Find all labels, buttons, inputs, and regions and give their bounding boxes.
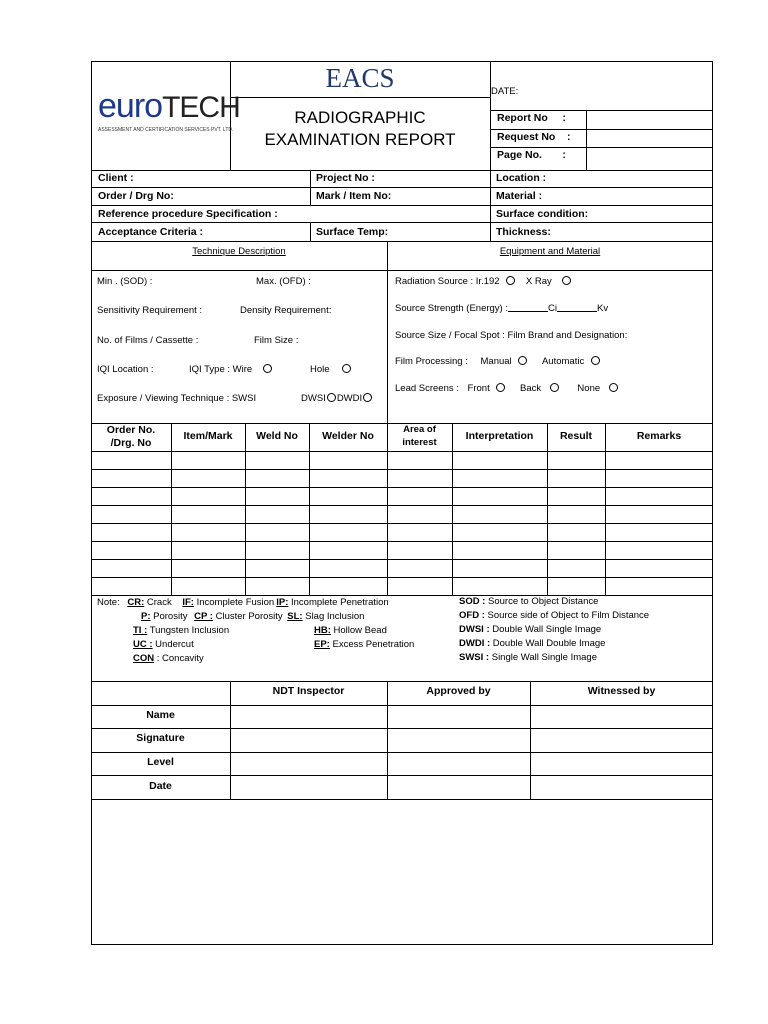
col-remarks: Remarks: [636, 430, 682, 442]
desc-sl: Slag Inclusion: [302, 611, 365, 622]
code-ti: TI :: [133, 625, 148, 636]
note-line-5: [133, 653, 204, 665]
exposure-options: [301, 393, 373, 405]
ir192-radio[interactable]: [506, 276, 515, 285]
note-swsi: [459, 652, 597, 664]
kv-blank[interactable]: [557, 311, 597, 312]
technique-heading-line: [91, 270, 713, 271]
ci-label: Ci: [548, 303, 557, 314]
header-right-line-3: [490, 147, 713, 148]
results-header-line: [91, 451, 713, 452]
project-no-label: Project No :: [316, 172, 375, 184]
note-ofd: [459, 610, 649, 622]
code-p: P:: [141, 611, 151, 622]
col-interpretation: Interpretation: [465, 430, 534, 442]
header-divider-right: [490, 61, 491, 170]
header-title-divider: [230, 97, 490, 98]
note-line-3: [133, 625, 229, 637]
code-swsi: SWSI :: [459, 652, 490, 663]
exposure-technique-label: Exposure / Viewing Technique : SWSI: [97, 393, 257, 404]
note-dwsi: [459, 624, 601, 636]
iqi-wire-radio[interactable]: [263, 364, 272, 373]
results-col-divider: [605, 423, 606, 595]
code-dwsi: DWSI :: [459, 624, 490, 635]
signoff-col-divider: [530, 681, 531, 799]
desc-dwdi: Double Wall Double Image: [490, 638, 606, 649]
note-line-4b: [314, 639, 414, 651]
ref-procedure-label: Reference procedure Specification :: [98, 208, 278, 220]
desc-con: : Concavity: [154, 653, 204, 664]
info-col-divider-right: [490, 170, 491, 241]
form-frame: [91, 61, 713, 945]
iqi-type-option: [189, 364, 274, 376]
acceptance-criteria-label: Acceptance Criteria :: [98, 226, 204, 238]
header-right-value-divider: [586, 110, 587, 170]
results-col-divider: [245, 423, 246, 595]
notes-bottom-line: [91, 681, 713, 682]
desc-if: Incomplete Fusion: [193, 597, 275, 608]
xray-radio[interactable]: [562, 276, 571, 285]
lead-screens-label: Lead Screens :: [395, 383, 459, 394]
info-line-4: [91, 241, 713, 242]
desc-hb: Hollow Bead: [330, 625, 387, 636]
ci-blank[interactable]: [508, 311, 548, 312]
info-col-divider-top: [310, 170, 311, 205]
results-row-line: [91, 487, 713, 488]
signoff-bottom-line: [91, 799, 713, 800]
film-processing-row: [395, 356, 602, 368]
info-line-1: [91, 187, 713, 188]
none-label: None: [577, 383, 601, 394]
level-row-label: Level: [147, 756, 174, 768]
signoff-line: [91, 752, 713, 753]
desc-dwsi: Double Wall Single Image: [489, 624, 602, 635]
note-sod: [459, 596, 598, 608]
iqi-type-wire-label: IQI Type : Wire: [189, 364, 253, 375]
note-line-4: [133, 639, 194, 651]
info-line-2: [91, 205, 713, 206]
technique-equipment-divider: [387, 241, 388, 423]
code-dwdi: DWDI :: [459, 638, 491, 649]
code-ep: EP:: [314, 639, 330, 650]
logo-tagline: ASSESSMENT AND CERTIFICATION SERVICES PVT. LTD.: [98, 127, 234, 133]
code-uc: UC :: [133, 639, 153, 650]
none-radio[interactable]: [609, 383, 618, 392]
signoff-col-divider: [387, 681, 388, 799]
header-bottom-line: [91, 170, 713, 171]
note-label: Note:: [97, 597, 120, 608]
signature-row-label: Signature: [136, 732, 185, 744]
code-hb: HB:: [314, 625, 331, 636]
desc-ofd: Source side of Object to Film Distance: [484, 610, 650, 621]
note-line-2: [141, 611, 364, 623]
thickness-label: Thickness:: [496, 226, 551, 238]
front-label: Front: [467, 383, 490, 394]
date-label: DATE:: [491, 86, 519, 97]
dwdi-label: DWDI: [336, 393, 363, 404]
org-name: EACS: [325, 63, 395, 93]
results-row-line: [91, 469, 713, 470]
manual-label: Manual: [480, 356, 512, 367]
max-ofd-label: Max. (OFD) :: [256, 276, 311, 287]
desc-sod: Source to Object Distance: [485, 596, 599, 607]
results-row-line: [91, 523, 713, 524]
results-row-line: [91, 577, 713, 578]
code-ip: IP:: [276, 597, 289, 608]
equipment-heading: Equipment and Material: [499, 246, 601, 257]
front-radio[interactable]: [496, 383, 505, 392]
results-col-divider: [309, 423, 310, 595]
report-title-line1: RADIOGRAPHIC: [294, 108, 426, 127]
results-col-divider: [452, 423, 453, 595]
film-processing-label: Film Processing :: [395, 356, 468, 367]
desc-ti: Tungsten Inclusion: [147, 625, 230, 636]
signoff-line: [91, 705, 713, 706]
results-row-line: [91, 505, 713, 506]
min-sod-label: Min . (SOD) :: [97, 276, 153, 287]
info-col-divider-bottom: [310, 222, 311, 241]
note-line-1: [97, 597, 389, 609]
source-strength-row: [395, 303, 608, 315]
dwsi-label: DWSI: [301, 393, 326, 404]
kv-label: Kv: [596, 303, 609, 314]
client-label: Client :: [98, 172, 134, 184]
col-welder-no: Welder No: [322, 430, 374, 442]
code-if: IF:: [182, 597, 194, 608]
report-title-line2: EXAMINATION REPORT: [264, 130, 456, 149]
col-weld-no: Weld No: [256, 430, 298, 442]
page-no-label: Page No. :: [497, 149, 566, 161]
films-cassette-label: No. of Films / Cassette :: [97, 335, 199, 346]
dwsi-radio[interactable]: [327, 393, 336, 402]
technique-heading: Technique Description: [192, 246, 286, 257]
desc-cr: Crack: [144, 597, 172, 608]
col-area-line2: interest: [402, 437, 437, 448]
results-bottom-line: [91, 595, 713, 596]
desc-p: Porosity: [150, 611, 188, 622]
header-right-line-1: [490, 110, 713, 111]
info-line-3: [91, 222, 713, 223]
surface-condition-label: Surface condition:: [496, 208, 589, 220]
col-area-line1: Area of: [403, 424, 436, 435]
signoff-col-divider: [230, 681, 231, 799]
code-cp: CP :: [194, 611, 213, 622]
desc-ep: Excess Penetration: [329, 639, 415, 650]
date-row-label: Date: [149, 780, 172, 792]
desc-uc: Undercut: [152, 639, 194, 650]
col-result: Result: [559, 430, 593, 442]
company-logo: [98, 88, 240, 126]
code-cr: CR:: [127, 597, 145, 608]
dwdi-radio[interactable]: [363, 393, 372, 402]
signoff-line: [91, 775, 713, 776]
col-order-no-line1: Order No.: [106, 424, 156, 436]
note-dwdi: [459, 638, 605, 650]
material-label: Material :: [496, 190, 543, 202]
radiation-source-option: [395, 276, 573, 288]
location-label: Location :: [496, 172, 547, 184]
automatic-label: Automatic: [541, 356, 585, 367]
manual-radio[interactable]: [518, 356, 527, 365]
order-drg-label: Order / Drg No:: [98, 190, 174, 202]
lead-screens-row: [395, 383, 620, 395]
name-row-label: Name: [146, 709, 175, 721]
header-right-line-2: [490, 129, 713, 130]
density-label: Density Requirement:: [240, 305, 332, 316]
results-row-line: [91, 541, 713, 542]
code-con: CON: [133, 653, 155, 664]
iqi-hole-option: [310, 364, 353, 376]
approved-by-header: Approved by: [426, 685, 491, 697]
report-no-label: Report No :: [497, 112, 566, 124]
logo-tech: TECH: [162, 91, 240, 124]
results-row-line: [91, 559, 713, 560]
radiation-source-label: Radiation Source : Ir.192: [395, 276, 500, 287]
iqi-hole-label: Hole: [310, 364, 330, 375]
xray-label: X Ray: [525, 276, 552, 287]
ndt-inspector-header: NDT Inspector: [272, 685, 345, 697]
film-size-label: Film Size :: [254, 335, 299, 346]
sensitivity-label: Sensitivity Requirement :: [97, 305, 203, 316]
back-radio[interactable]: [550, 383, 559, 392]
logo-euro: euro: [98, 87, 163, 125]
surface-temp-label: Surface Temp:: [316, 226, 389, 238]
col-item-mark: Item/Mark: [183, 430, 233, 442]
note-line-3b: [314, 625, 387, 637]
focal-spot-label: Source Size / Focal Spot : Film Brand and Designation:: [395, 330, 628, 341]
source-strength-label: Source Strength (Energy) :: [395, 303, 508, 314]
code-ofd: OFD :: [459, 610, 485, 621]
desc-ip: Incomplete Penetration: [288, 597, 389, 608]
desc-cp: Cluster Porosity: [212, 611, 283, 622]
results-col-divider: [171, 423, 172, 595]
signoff-line: [91, 728, 713, 729]
code-sod: SOD :: [459, 596, 486, 607]
mark-item-label: Mark / Item No:: [316, 190, 392, 202]
iqi-hole-radio[interactable]: [342, 364, 351, 373]
back-label: Back: [520, 383, 542, 394]
code-sl: SL:: [287, 611, 303, 622]
automatic-radio[interactable]: [591, 356, 600, 365]
witnessed-by-header: Witnessed by: [587, 685, 656, 697]
col-order-no-line2: /Drg. No: [110, 437, 152, 449]
iqi-location-label: IQI Location :: [97, 364, 154, 375]
desc-swsi: Single Wall Single Image: [489, 652, 597, 663]
results-col-divider: [547, 423, 548, 595]
request-no-label: Request No :: [497, 131, 571, 143]
